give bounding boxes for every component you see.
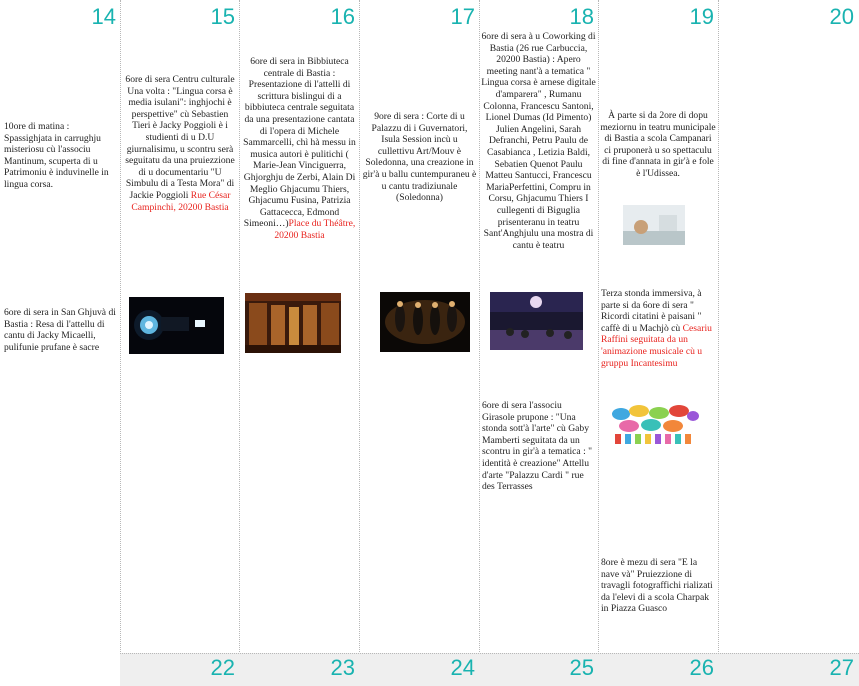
day-number-24: 24 <box>450 655 475 680</box>
day-number-14: 14 <box>91 4 116 29</box>
concert-photo <box>380 292 470 352</box>
event-14-walk: 10ore di matina : Spassighjata in carrughju misteriosu cù l'associu Mantinum, scuperta di u Patrimoniu è induvinelle in lingua corsa. <box>4 121 109 190</box>
event-18-coworking: 6ore di sera à u Coworking di Bastia (26 rue Carbuccia, 20200 Bastia) : Apero meeting nant'à a tematica " Lingua corsa è arnese digitale d'amparera" , Rumanu Colonna, Francescu Santoni, Lionel Dumas (Id Pimento) Julien Angelini, Sarah Defranchi, Petru Paulu de Casabianca , Letizia Baldi, Sebatien Quenot Paulu Matteu Santucci, Francescu MariaPerfettini, Compru in Corsu, Ghjacumu Thiers I cullegenti di Biguglia prisenteranu in teatru Sant'Anghjulu una mostra di cantu è teatru <box>481 31 596 251</box>
day-number-18: 18 <box>569 4 594 29</box>
column-divider <box>718 0 719 686</box>
week-divider <box>120 653 859 654</box>
event-15-address-link[interactable]: Rue César Campinchi, 20200 Bastia <box>131 189 231 213</box>
library-photo <box>245 293 341 353</box>
day-number-26: 26 <box>689 655 714 680</box>
event-18-girasole: 6ore di sera l'associu Girasole prupone : "Una stonda sott'à l'arte" cù Gaby Mamberti seguitata da un scontru in gir'à a tematica : " identità è creazione" Attellu d'arte "Palazzu Cardi " rue des Terrasses <box>482 400 593 493</box>
event-16-library <box>242 56 357 242</box>
event-15-text: 6ore di sera Centru culturale Una volta : "Lingua corsa è media isulani": inghjochi è perspettive" cù Sebastien Tieri è Jacky Poggioli è i studienti di u D.U giurnalisimu, u scontru serà seguitatu da una pruiezzione di u documentariu "U Simbulu di a Testa Mora" di Jackie Poggioli <box>125 74 235 201</box>
projector-photo <box>129 297 224 354</box>
event-16-address-link[interactable]: Place du Théâtre, 20200 Bastia <box>274 218 356 241</box>
event-19-highlight: Cesariu Raffini seguitata da un 'animazione musicale cù u gruppu Incantesimu <box>601 322 712 369</box>
event-19-theatre: À parte si da 2ore di dopu meziornu in teatru municipale di Bastia a scola Campanari ci pruponerà u so spettaculu di fine d'annata in gir'à e fole è l'Udissea. <box>600 110 716 179</box>
event-14-singing: 6ore di sera in San Ghjuvà di Bastia : Resa di l'attellu di cantu di Jacky Micaelli, pulifunie prufane è sacre <box>4 307 116 353</box>
day-number-15: 15 <box>210 4 235 29</box>
day-number-17: 17 <box>450 4 475 29</box>
day-number-25: 25 <box>569 655 594 680</box>
column-divider <box>359 0 360 686</box>
event-17-session: 9ore di sera : Corte di u Palazzu di i Guvernatori, Isula Session incù u cullettivu Art/Mouv è Soledonna, una creazione in gir'à u ballu cuntempuraneu è u cantu tradiziunale (Soledonna) <box>362 111 477 204</box>
day-number-23: 23 <box>330 655 355 680</box>
event-19-text: Terza stonda immersiva, à parte si da 6ore di sera " Ricordi citatini è paisani " caffè di u Machjò cù <box>601 288 702 334</box>
party-photo <box>490 292 583 350</box>
column-divider <box>120 0 121 686</box>
school-show-photo <box>623 205 685 245</box>
speech-bubbles-image <box>611 404 700 446</box>
day-number-22: 22 <box>210 655 235 680</box>
event-15-media <box>123 74 237 213</box>
event-19-projection: 8ore è mezu di sera "E la nave và" Pruiezzione di travagli fotograffichi rializati da l'elevi di a scola Charpak in Piazza Guasco <box>601 557 713 615</box>
column-divider <box>598 0 599 686</box>
day-number-20: 20 <box>829 4 854 29</box>
day-number-16: 16 <box>330 4 355 29</box>
column-divider <box>239 0 240 686</box>
event-19-memories <box>601 288 717 369</box>
event-16-text: 6ore di sera in Bibbiuteca centrale di Bastia : Presentazione di l'attelli di scrittura bislingui di a bibbiuteca centrale seguitata da una presentazione cantata di l'opera di Michele Sammarcelli, chì hà messu in musica autori è pulitichi ( Marie-Jean Vinciguerra, Ghjorghju de Zerbi, Alain Di Meglio Ghjacumu Thiers, Ghjacumu Fusina, Patrizia Gattacecca, Edmond Simeoni…) <box>243 56 356 230</box>
day-number-27: 27 <box>829 655 854 680</box>
day-number-19: 19 <box>689 4 714 29</box>
